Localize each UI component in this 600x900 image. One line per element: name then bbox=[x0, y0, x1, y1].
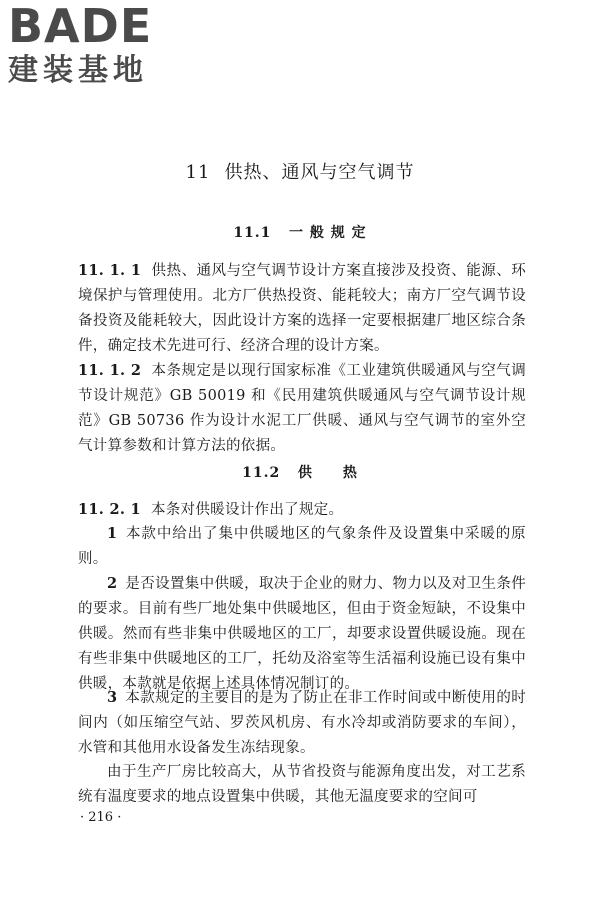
item-3 bbox=[78, 685, 526, 761]
logo-subtitle: 建装基地 bbox=[8, 53, 148, 88]
item-number: 2 bbox=[107, 575, 118, 592]
chapter-title-text: 供热、通风与空气调节 bbox=[224, 162, 415, 183]
item-number: 1 bbox=[107, 525, 118, 542]
section-title-11-2 bbox=[0, 462, 600, 482]
section-title-11-1 bbox=[0, 222, 600, 242]
clause-text: 本条规定是以现行国家标准《工业建筑供暖通风与空气调节设计规范》GB 50019 和《民用建筑供暖通风与空气调节设计规范》GB 50736 作为设计水泥工厂供暖、通风与空气调节的室外空气计算参数和计算方法的依据。 bbox=[78, 363, 526, 454]
clause-number: 11. 1. 1 bbox=[78, 262, 142, 279]
clause-11-1-2 bbox=[78, 358, 526, 459]
section-title-text: 一 般 规 定 bbox=[289, 225, 367, 241]
item-1 bbox=[78, 521, 526, 572]
section-number: 11.2 bbox=[242, 465, 281, 481]
clause-11-1-1 bbox=[78, 258, 526, 359]
item-number: 3 bbox=[107, 689, 118, 706]
section-title-text: 供 热 bbox=[297, 465, 358, 481]
section-number: 11.1 bbox=[233, 225, 272, 241]
bade-logo bbox=[8, 2, 178, 92]
body-paragraph: 由于生产厂房比较高大，从节省投资与能源角度出发，对工艺系统有温度要求的地点设置集中供暖，其他无温度要求的空间可 bbox=[78, 764, 526, 805]
clause-text: 本条对供暖设计作出了规定。 bbox=[150, 502, 344, 518]
item-text: 本款中给出了集中供暖地区的气象条件及设置集中采暖的原则。 bbox=[78, 526, 526, 567]
logo-brand: BADE bbox=[8, 0, 153, 53]
chapter-number: 11 bbox=[185, 162, 211, 183]
clause-11-2-1 bbox=[78, 497, 526, 523]
clause-number: 11. 2. 1 bbox=[78, 501, 141, 518]
item-text: 是否设置集中供暖，取决于企业的财力、物力以及对卫生条件的要求。目前有些厂地处集中供暖地区，但由于资金短缺，不设集中供暖。然而有些非集中供暖地区的工厂，却要求设置供暖设施。现在有些非集中供暖地区的工厂，托幼及浴室等生活福利设施已设有集中供暖，本款就是依据上述具体情况制订的。 bbox=[78, 576, 526, 692]
page-number: · 216 · bbox=[80, 810, 122, 825]
clause-number: 11. 1. 2 bbox=[78, 362, 142, 379]
clause-text: 供热、通风与空气调节设计方案直接涉及投资、能源、环境保护与管理使用。北方厂供热投资、能耗较大；南方厂空气调节设备投资及能耗较大，因此设计方案的选择一定要根据建厂地区综合条件，确定技术先进可行、经济合理的设计方案。 bbox=[78, 263, 526, 354]
item-2 bbox=[78, 571, 526, 697]
chapter-title bbox=[0, 158, 600, 184]
item-text: 本款规定的主要目的是为了防止在非工作时间或中断使用的时间内（如压缩空气站、罗茨风机房、有水冷却或消防要求的车间），水管和其他用水设备发生冻结现象。 bbox=[78, 690, 526, 756]
